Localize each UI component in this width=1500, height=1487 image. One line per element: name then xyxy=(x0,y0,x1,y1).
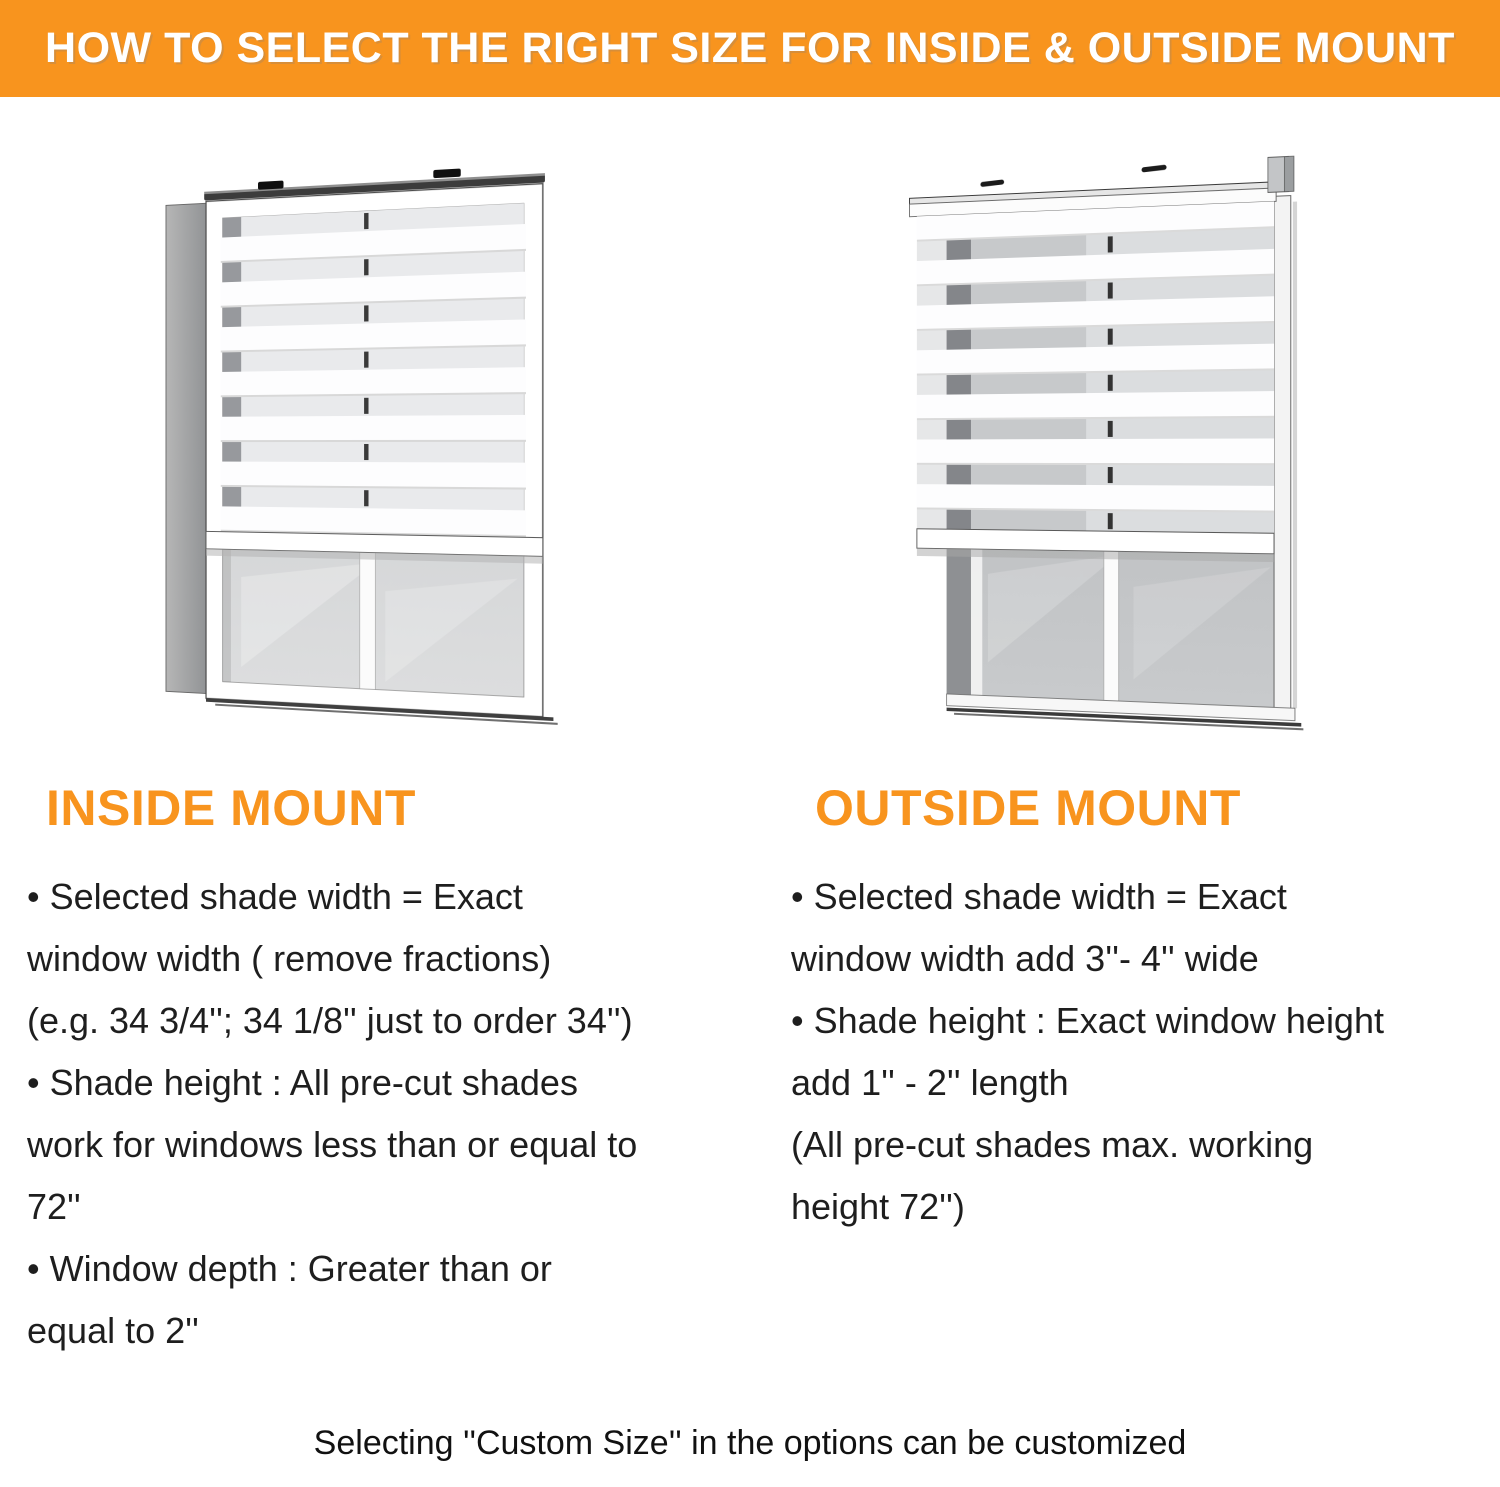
outside-mount-window-drawing xyxy=(895,135,1308,779)
custom-size-note: Selecting ''Custom Size'' in the options can be customized xyxy=(313,1424,1187,1462)
text-line: • Selected shade width = Exact xyxy=(791,876,1287,917)
text-line: height 72'') xyxy=(791,1186,965,1227)
mounting-screws xyxy=(980,165,1166,188)
mounting-clip xyxy=(258,181,283,190)
text-line: • Window depth : Greater than or xyxy=(27,1248,552,1289)
mounting-clip xyxy=(433,168,460,178)
text-line: (All pre-cut shades max. working xyxy=(791,1124,1314,1165)
outside-mount-illustration xyxy=(884,146,1304,768)
text-line: • Selected shade width = Exact xyxy=(27,876,523,917)
footer xyxy=(0,1424,1500,1463)
text-line: (e.g. 34 3/4''; 34 1/8'' just to order 34'') xyxy=(27,1000,633,1041)
banner xyxy=(0,0,1500,97)
text-line: window width add 3''- 4'' wide xyxy=(791,938,1259,979)
zebra-shade xyxy=(221,203,526,537)
inside-mount-bullets xyxy=(27,866,767,1362)
wall-return xyxy=(166,203,206,693)
text-line: equal to 2'' xyxy=(27,1310,199,1351)
text-line: • Shade height : All pre-cut shades xyxy=(27,1062,578,1103)
text-line: work for windows less than or equal to xyxy=(27,1124,638,1165)
banner-title: HOW TO SELECT THE RIGHT SIZE FOR INSIDE & OUTSIDE MOUNT xyxy=(45,24,1455,72)
inside-mount-illustration xyxy=(136,150,556,740)
window-right-post xyxy=(1274,196,1291,713)
text-line: window width ( remove fractions) xyxy=(27,938,552,979)
text-line: 72'' xyxy=(27,1186,81,1227)
text-line: add 1'' - 2'' length xyxy=(791,1062,1069,1103)
inside-mount-window-drawing xyxy=(150,137,560,753)
text-line: • Shade height : Exact window height xyxy=(791,1000,1384,1041)
outside-mount-heading: OUTSIDE MOUNT xyxy=(815,780,1241,836)
inside-mount-heading: INSIDE MOUNT xyxy=(46,780,416,836)
outside-mount-bullets xyxy=(791,866,1500,1238)
bracket-end-cap xyxy=(1268,156,1294,192)
zebra-shade xyxy=(917,201,1274,533)
